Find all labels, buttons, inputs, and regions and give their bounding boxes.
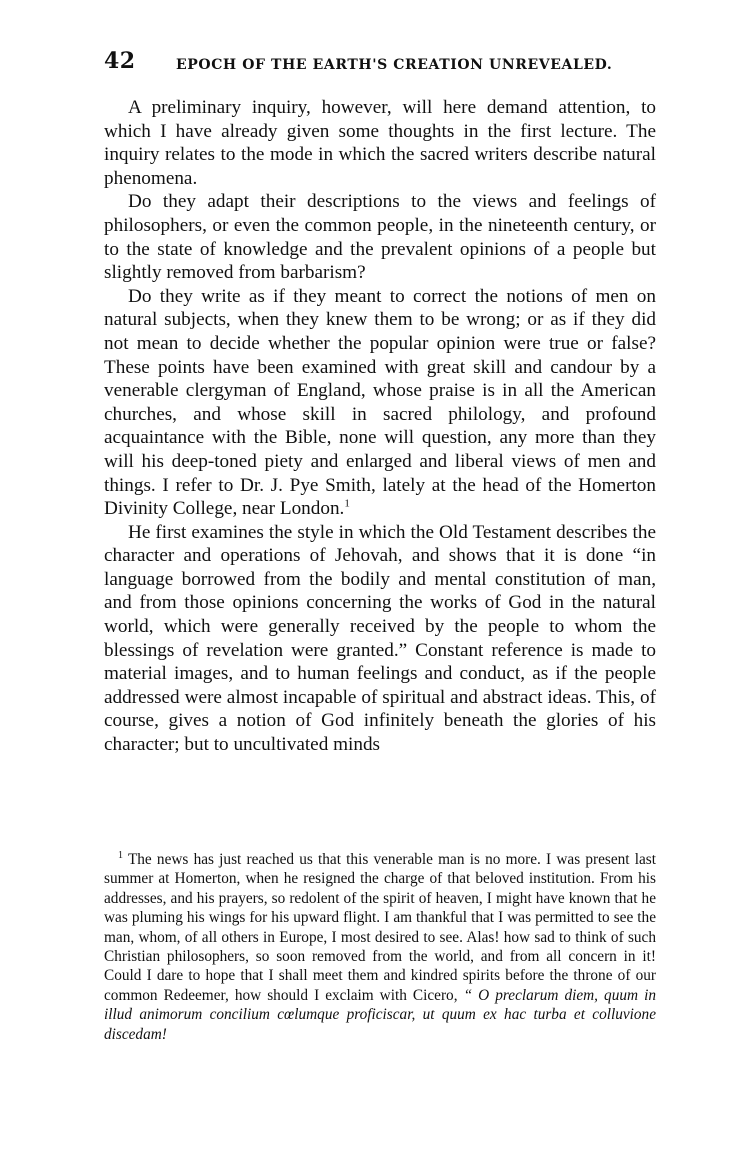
paragraph-preliminary-inquiry: A preliminary inquiry, however, will here demand attention, to which I have already given some thoughts in the first lecture. The inquiry relates to the mode in which the sacred writers describe natural phenomena. bbox=[104, 97, 656, 189]
footnote-text: The news has just reached us that this venerable man is no more. I was present last summer at Homerton, when he resigned the charge of that beloved institution. From his addresses, and his prayers, so redolent of the spirit of heaven, I might have known that he was pluming his wings for his upward flight. I am thankful that I was permitted to see the man, whom, of all others in Europe, I most desired to see. Alas! how sad to think of such Christian philosophers, so soon removed from the world, and from all concern in it! Could I dare to hope that I shall meet them and kindred spirits before the throne of our common Redeemer, how should I exclaim with Cicero, bbox=[104, 851, 656, 1004]
footnote bbox=[104, 850, 656, 1044]
latin-quotation: “ O preclarum diem, quum in illud animorum concilium cœlumque proficiscar, ut quum ex hac turba et colluvione discedam! bbox=[104, 986, 656, 1043]
running-title: EPOCH OF THE EARTH'S CREATION UNREVEALED. bbox=[176, 57, 613, 73]
paragraph-correct-notions-text: Do they write as if they meant to correct the notions of men on natural subjects, when they knew them to be wrong; or as if they did not mean to decide whether the popular opinion were true or false? These points have been examined with great skill and candour by a venerable clergyman of England, whose praise is in all the American churches, and whose skill in sacred philology, and profound acquaintance with the Bible, none will question, any more than they will his deep-toned piety and enlarged and liberal views of men and things. I refer to Dr. J. Pye Smith, lately at the head of the Homerton Divinity College, near London. bbox=[104, 285, 656, 520]
page-number: 42 bbox=[104, 48, 136, 74]
page-header bbox=[104, 48, 664, 78]
paragraph-style-examination: He first examines the style in which the Old Testament describes the character and operations of Jehovah, and shows that it is done “in language borrowed from the bodily and mental constitution of man, and from those opinions concerning the works of God in the natural world, which were generally received by the people to whom the blessings of revelation were granted.” Constant reference is made to material images, and to human feelings and conduct, as if the people addressed were almost incapable of spiritual and abstract ideas. This, of course, gives a notion of God infinitely beneath the glories of his character; but to uncultivated minds bbox=[104, 521, 656, 756]
footnote-number: 1 bbox=[118, 849, 123, 861]
footnote-reference: 1 bbox=[344, 497, 350, 510]
footnote-paragraph bbox=[104, 850, 656, 1044]
main-text bbox=[104, 96, 656, 757]
paragraph-correct-notions bbox=[104, 285, 656, 521]
paragraph-adapt-descriptions: Do they adapt their descriptions to the views and feelings of philosophers, or even the common people, in the nineteenth century, or to the state of knowledge and the prevalent opinions of a people but slightly removed from barbarism? bbox=[104, 191, 656, 284]
